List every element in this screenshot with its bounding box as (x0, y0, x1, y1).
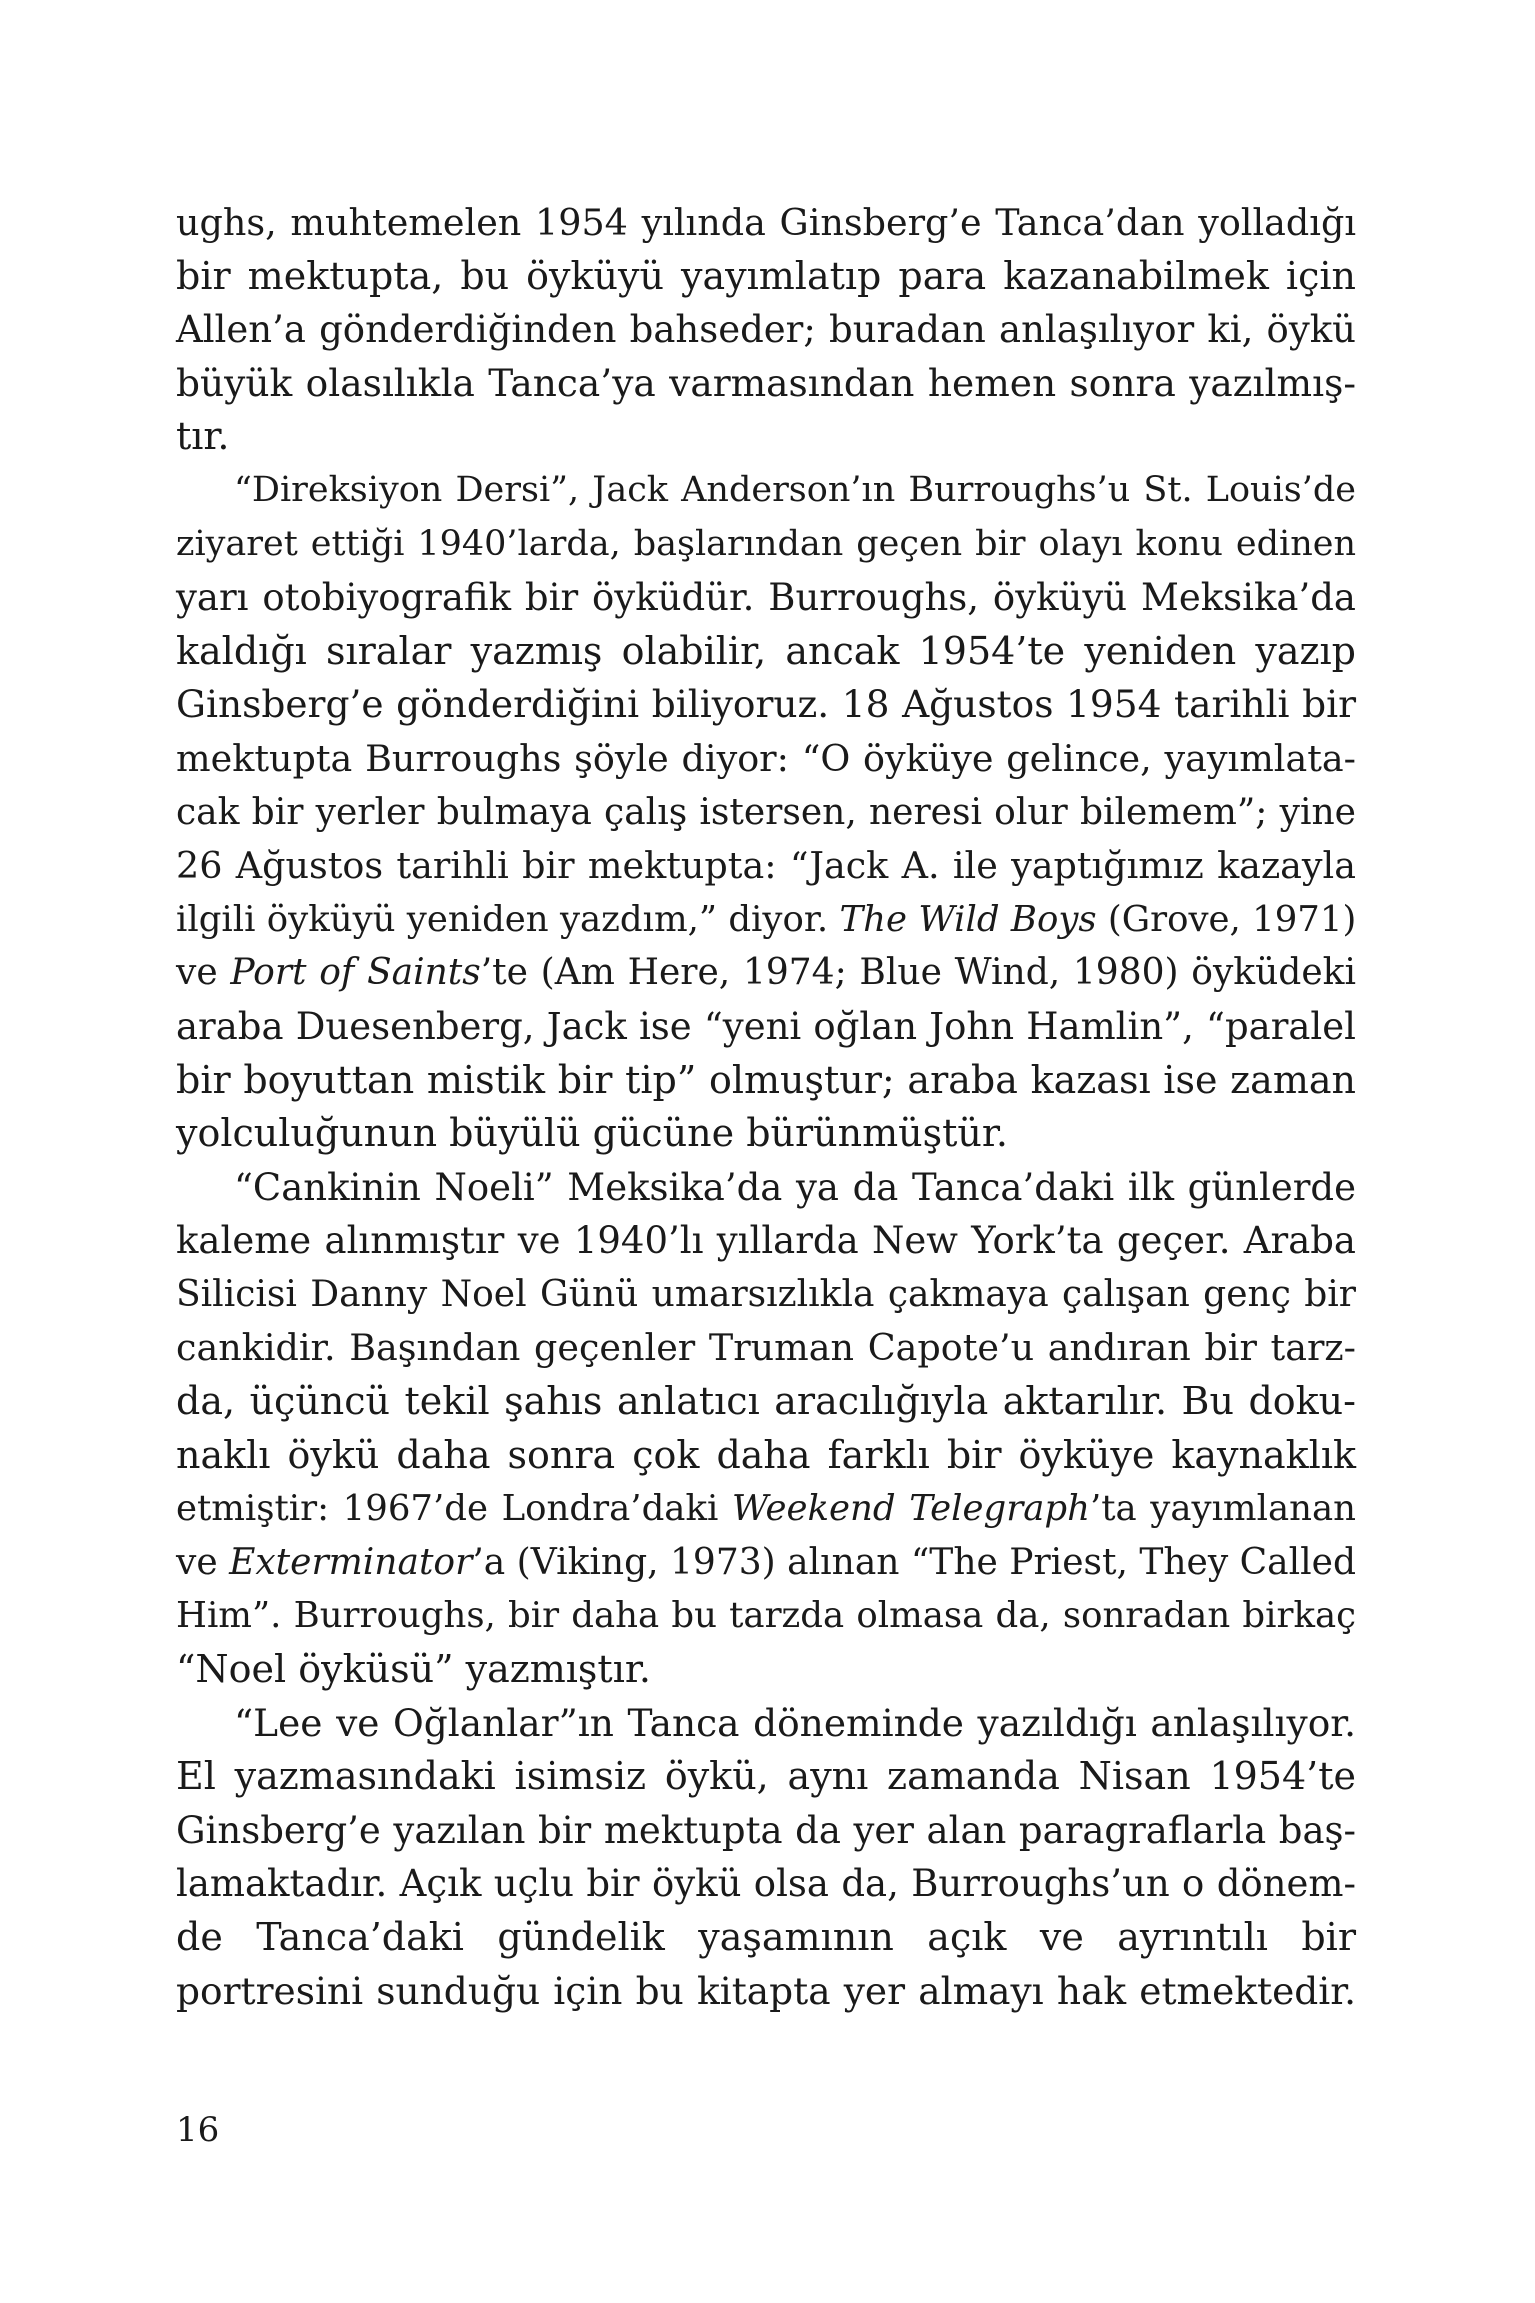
text-run: araba Duesenberg, Jack ise “yeni oğlan John Hamlin”, “paralel (176, 1004, 1356, 1048)
text-line (176, 518, 1356, 572)
text-line (176, 571, 1356, 625)
text-run: da, üçüncü tekil şahıs anlatıcı aracılığıyla aktarılır. Bu doku- (176, 1379, 1356, 1424)
body-text (176, 196, 1356, 2018)
text-line (176, 839, 1356, 893)
italic-title: Port of Saints (230, 952, 481, 994)
text-line (176, 1911, 1356, 1965)
text-line (176, 1697, 1356, 1751)
text-line (176, 1000, 1356, 1054)
text-run: de Tanca’daki gündelik yaşamının açık ve ayrıntılı bir (176, 1915, 1356, 1959)
text-line (176, 732, 1356, 786)
text-run: mektupta Burroughs şöyle diyor: “O öyküye gelince, yayımlata- (176, 736, 1356, 780)
text-run: El yazmasındaki isimsiz öykü, aynı zamanda Nisan 1954’te (176, 1754, 1356, 1799)
text-run: etmiştir: 1967’de Londra’daki (176, 1488, 732, 1530)
text-run: “Noel öyküsü” yazmıştır. (176, 1647, 651, 1692)
text-run: Silicisi Danny Noel Günü umarsızlıkla çakmaya çalışan genç bir (176, 1273, 1356, 1315)
text-line (176, 946, 1356, 1000)
text-run: Him”. Burroughs, bir daha bu tarzda olmasa da, sonradan birkaç (176, 1595, 1356, 1637)
text-run: ve (176, 952, 231, 994)
text-run: “Cankinin Noeli” Meksika’da ya da Tanca’daki ilk günlerde (234, 1165, 1356, 1209)
text-line (176, 1965, 1356, 2019)
text-line (176, 1054, 1356, 1108)
text-line (176, 1321, 1356, 1375)
text-line (176, 678, 1356, 732)
text-run: Allen’a gönderdiğinden bahseder; buradan anlaşılıyor ki, öykü (176, 308, 1356, 352)
text-line (176, 1750, 1356, 1804)
text-line (176, 1589, 1356, 1643)
text-line (176, 1429, 1356, 1483)
text-line (176, 357, 1356, 411)
italic-title: Exterminator (229, 1541, 473, 1583)
text-run: cankidir. Başından geçenler Truman Capote’u andıran bir tarz- (176, 1326, 1356, 1370)
text-run: (Grove, 1971) (1096, 898, 1357, 940)
text-run: bir boyuttan mistik bir tip” olmuştur; araba kazası ise zaman (176, 1057, 1356, 1102)
text-run: ’te (Am Here, 1974; Blue Wind, 1980) öyküdeki (480, 952, 1356, 994)
text-run: kaldığı sıralar yazmış olabilir, ancak 1954’te yeniden yazıp (176, 628, 1356, 673)
text-line (176, 464, 1356, 518)
text-run: portresini sunduğu için bu kitapta yer almayı hak etmektedir. (176, 1968, 1356, 2013)
text-run: ’ta yayımlanan (1089, 1488, 1356, 1530)
text-line (176, 625, 1356, 679)
italic-title: Weekend Telegraph (731, 1488, 1090, 1530)
text-line (176, 1107, 1356, 1161)
text-line (176, 1375, 1356, 1429)
text-run: 26 Ağustos tarihli bir mektupta: “Jack A. ile yaptığımız kazayla (176, 844, 1356, 888)
page-number: 16 (176, 2110, 220, 2150)
text-run: büyük olasılıkla Tanca’ya varmasından hemen sonra yazılmış- (176, 360, 1356, 405)
text-run: kaleme alınmıştır ve 1940’lı yıllarda New York’ta geçer. Araba (176, 1219, 1356, 1263)
text-run: naklı öykü daha sonra çok daha farklı bir öyküye kaynaklık (176, 1432, 1356, 1477)
text-run: ve (176, 1541, 230, 1583)
text-line (176, 1804, 1356, 1858)
text-run: ’a (Viking, 1973) alınan “The Priest, They Called (472, 1541, 1356, 1583)
text-run: Ginsberg’e gönderdiğini biliyoruz. 18 Ağustos 1954 tarihli bir (176, 682, 1356, 727)
text-run: yolculuğunun büyülü gücüne bürünmüştür. (176, 1111, 1008, 1156)
text-line (176, 1214, 1356, 1268)
text-line (176, 1857, 1356, 1911)
text-line (176, 196, 1356, 250)
text-run: bir mektupta, bu öyküyü yayımlatıp para kazanabilmek için (176, 253, 1356, 298)
text-run: Ginsberg’e yazılan bir mektupta da yer alan paragraflarla baş- (176, 1808, 1356, 1852)
text-line (176, 1482, 1356, 1536)
text-line (176, 893, 1356, 947)
text-line (176, 786, 1356, 840)
text-run: ilgili öyküyü yeniden yazdım,” diyor. (176, 898, 840, 940)
text-line (176, 1643, 1356, 1697)
text-line (176, 1536, 1356, 1590)
text-line (176, 303, 1356, 357)
text-run: yarı otobiyografik bir öyküdür. Burroughs, öyküyü Meksika’da (176, 576, 1356, 620)
text-line (176, 1268, 1356, 1322)
text-run: tır. (176, 414, 230, 459)
italic-title: The Wild Boys (839, 898, 1097, 940)
text-run: “Lee ve Oğlanlar”ın Tanca döneminde yazıldığı anlaşılıyor. (234, 1700, 1356, 1745)
text-run: ughs, muhtemelen 1954 yılında Ginsberg’e Tanca’dan yolladığı (176, 201, 1356, 244)
text-line (176, 250, 1356, 304)
text-run: lamaktadır. Açık uçlu bir öykü olsa da, Burroughs’un o dönem- (176, 1862, 1356, 1906)
text-run: cak bir yerler bulmaya çalış istersen, neresi olur bilemem”; yine (176, 791, 1356, 833)
text-line (176, 1161, 1356, 1215)
text-line (176, 410, 1356, 464)
text-run: “Direksiyon Dersi”, Jack Anderson’ın Burroughs’u St. Louis’de (234, 469, 1356, 510)
text-run: ziyaret ettiği 1940’larda, başlarından geçen bir olayı konu edinen (176, 523, 1356, 564)
